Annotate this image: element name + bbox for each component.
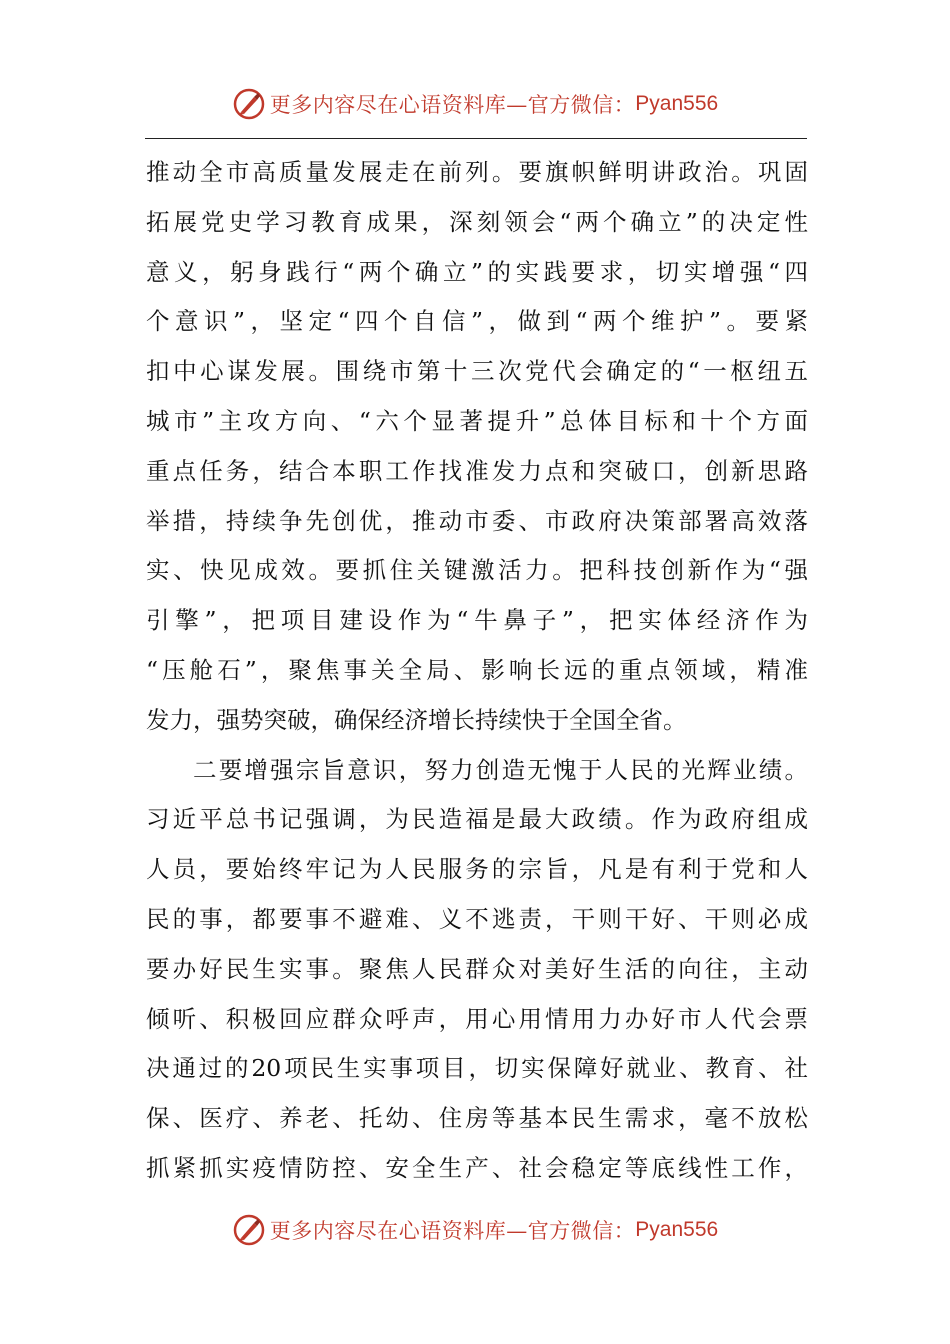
text-line: 要办好民生实事。聚焦人民群众对美好生活的向往，主动 [146, 954, 808, 983]
footer-banner [0, 1210, 950, 1250]
text-line: 意义，躬身践行“两个确立”的实践要求，切实增强“四 [146, 257, 808, 286]
footer-banner-text: 更多内容尽在心语资料库—官方微信： [269, 1219, 636, 1243]
footer-wechat-handle: Pyan556 [635, 1218, 719, 1241]
text-line: 习近平总书记强调，为民造福是最大政绩。作为政府组成 [146, 805, 808, 834]
text-line: 实、快见成效。要抓住关键激活力。把科技创新作为“强 [146, 556, 808, 585]
header-banner [0, 84, 950, 124]
text-line: 抓紧抓实疫情防控、安全生产、社会稳定等底线性工作， [146, 1153, 808, 1182]
text-line: 拓展党史学习教育成果，深刻领会“两个确立”的决定性 [146, 207, 808, 236]
paragraph-start-line: 二要增强宗旨意识，努力创造无愧于人民的光辉业绩。 [193, 755, 808, 784]
brush-pen-logo-icon [232, 87, 266, 121]
text-line: 举措，持续争先创优，推动市委、市政府决策部署高效落 [146, 506, 808, 535]
text-line: 保、医疗、养老、托幼、住房等基本民生需求，毫不放松 [146, 1104, 808, 1133]
text-line: 发力，强势突破，确保经济增长持续快于全国全省。 [146, 705, 687, 734]
text-line: 人员，要始终牢记为人民服务的宗旨，凡是有利于党和人 [146, 855, 808, 884]
brush-pen-logo-icon [232, 1213, 266, 1247]
header-divider [145, 138, 807, 139]
text-line: 城市”主攻方向、“六个显著提升”总体目标和十个方面 [146, 406, 808, 435]
header-banner-text: 更多内容尽在心语资料库—官方微信： [269, 93, 636, 117]
text-line: 民的事，都要事不避难、义不逃责，干则干好、干则必成 [146, 904, 808, 933]
document-body [146, 148, 808, 1194]
text-line: 引擎”，把项目建设作为“牛鼻子”，把实体经济作为 [146, 606, 808, 635]
text-line: 推动全市高质量发展走在前列。要旗帜鲜明讲政治。巩固 [146, 158, 808, 186]
text-line: 重点任务，结合本职工作找准发力点和突破口，创新思路 [146, 456, 808, 485]
text-line: 倾听、积极回应群众呼声，用心用情用力办好市人代会票 [146, 1004, 808, 1033]
text-line: 扣中心谋发展。围绕市第十三次党代会确定的“一枢纽五 [146, 357, 808, 386]
text-line: “压舱石”，聚焦事关全局、影响长远的重点领域，精准 [146, 655, 808, 684]
text-line: 个意识”，坚定“四个自信”，做到“两个维护”。要紧 [146, 307, 808, 336]
header-wechat-handle: Pyan556 [635, 92, 719, 115]
text-line: 决通过的20项民生实事项目，切实保障好就业、教育、社 [146, 1054, 808, 1083]
